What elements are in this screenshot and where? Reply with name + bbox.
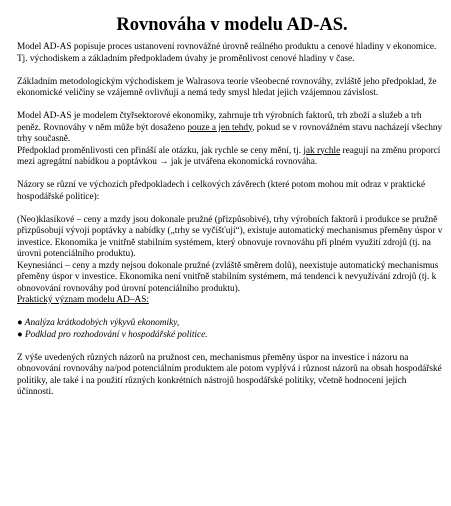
section-heading: Praktický význam modelu AD–AS: <box>17 295 149 305</box>
bullet-text: Analýza krátkodobých výkyvů ekonomiky, <box>24 318 180 328</box>
bullet-icon: ● <box>17 318 23 328</box>
page-title: Rovnováha v modelu AD-AS. <box>116 15 348 35</box>
underlined-text: jak rychle <box>303 145 341 156</box>
bullet-item <box>17 318 443 330</box>
spacer <box>17 65 443 77</box>
spacer <box>17 203 443 215</box>
spacer <box>17 100 443 112</box>
paragraph-four-sector <box>17 111 443 146</box>
underlined-text: pouze a jen tehdy <box>187 122 253 133</box>
text-run: , pokud se v rovnovážném stavu nacházejí všechny trhy současně. <box>17 122 443 144</box>
paragraph-opinions: Názory se různí ve výchozích předpokladech i celkových závěrech (které potom mohou mít odraz v praktické hospodářské politice): <box>17 180 426 202</box>
text-run: reagují na změnu proporcí mezi agregátní nabídkou a poptávkou → jak je utvářena ekonomická rovnováha. <box>17 145 441 167</box>
bullet-icon: ● <box>17 329 23 340</box>
document-page <box>17 14 443 399</box>
bullet-text: Podklad pro rozhodování v hospodářské politice. <box>24 329 208 340</box>
paragraph-intro: Model AD-AS popisuje proces ustanovení rovnovážné úrovně reálného produktu a cenové hladiny v ekonomice. Tj. východiskem a základním předpokladem úvahy je proměnlivost cenové hladiny v čase. <box>17 42 437 64</box>
spacer <box>17 341 443 353</box>
spacer <box>17 169 443 181</box>
text-run: Předpoklad proměnlivosti cen přináší ale otázku, jak rychle se ceny mění, tj. <box>17 145 304 156</box>
paragraph-price-speed <box>17 146 443 169</box>
paragraph-keynesian: Keynesiánci – ceny a mzdy nejsou dokonale pružné (zvláště směrem dolů), neexistuje automatický mechanismus přeměny úspor v investice. Ekonomika není vnitřně stabilním systémem, má tendenci k nevyužívání zdrojů (tj. k obnovování rovnováhy pod úrovní potenciálního produktu). <box>17 260 439 294</box>
paragraph-walras: Základním metodologickým východiskem je Walrasova teorie všeobecné rovnováhy, zvláště jeho předpoklad, že ekonomické veličiny se vzájemně ovlivňují a nemá tedy smysl hledat jejich vzájemnou závislost. <box>17 76 437 98</box>
paragraph-conclusion: Z výše uvedených různých názorů na pružnost cen, mechanismus přeměny úspor na investice i názoru na obnovování rovnováhy na/pod potenciálním produktem ale potom vyplývá i různost názorů na obsah hospodářské politiky, ale také i na použití různých konkrétních nástrojů hospodářské politiky, včetně hodnocení jejich účinnosti. <box>17 352 442 397</box>
bullet-item <box>17 330 443 342</box>
spacer <box>17 307 443 319</box>
paragraph-neoclassical: (Neo)klasikové – ceny a mzdy jsou dokonale pružné (přizpůsobivé), trhy výrobních faktorů i produkce se pružně přizpůsobují vývoji poptávky a nabídky („trhy se vyčišťují“), existuje automatický mechanismus přeměny úspor v investice. Ekonomika je vnitřně stabilním systémem, který obnovuje rovnováhu při plném využití zdrojů (tj. na úrovni potenciálního produktu). <box>17 214 443 259</box>
text-run: Model AD-AS je modelem čtyřsektorové ekonomiky, zahrnuje trh výrobních faktorů, trh zboží a služeb a trh peněz. Rovnováhy v něm může být dosaženo <box>17 111 422 133</box>
